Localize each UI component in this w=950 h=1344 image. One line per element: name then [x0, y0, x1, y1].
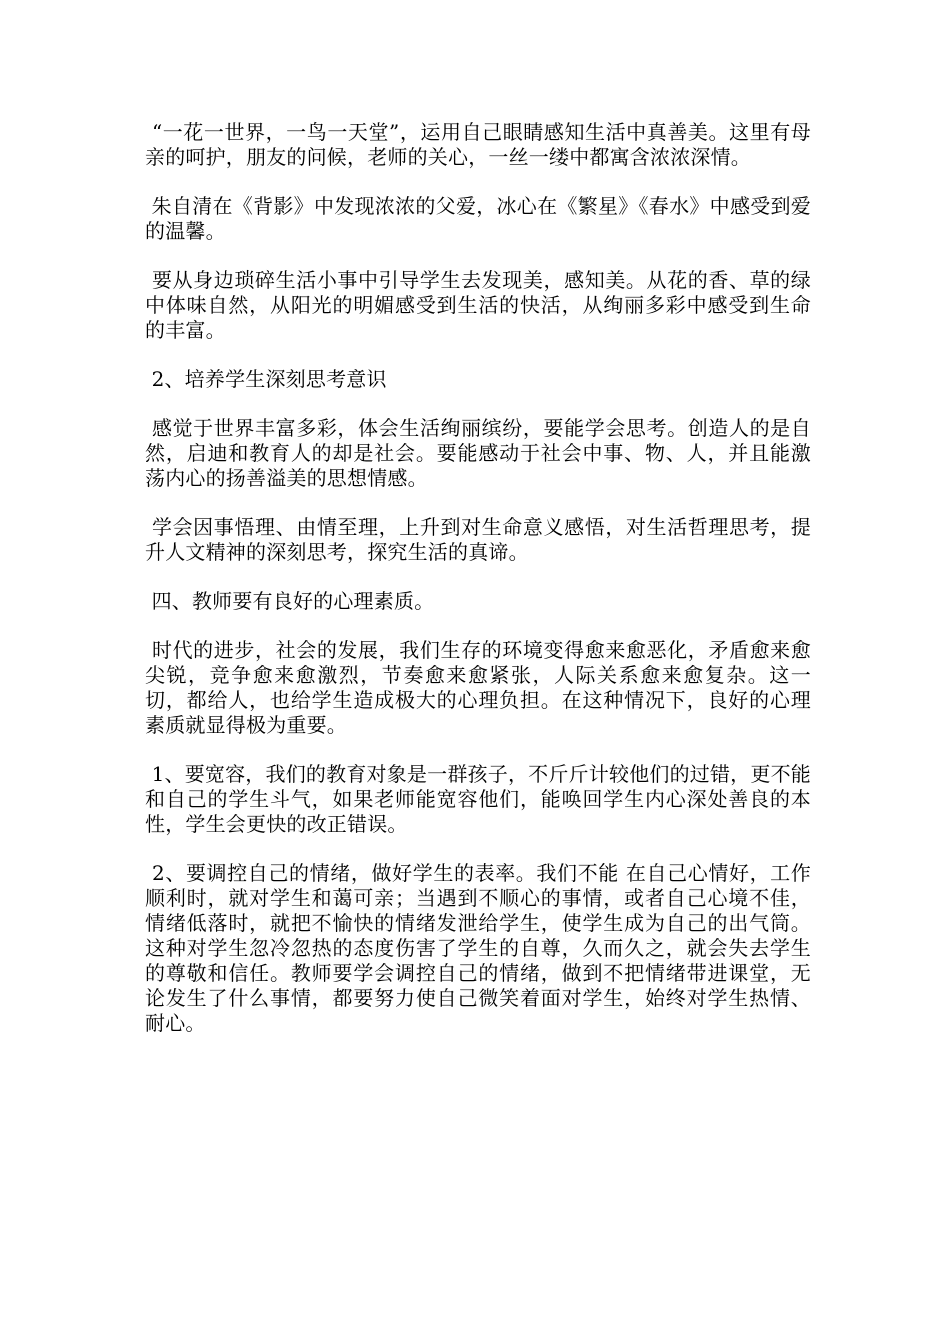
- section-heading-2: 2、培养学生深刻思考意识: [145, 367, 387, 391]
- paragraph-8: 时代的进步，社会的发展，我们生存的环境变得愈来愈恶化，矛盾愈来愈尖锐，竞争愈来愈激烈，节奏愈来愈紧张，人际关系愈来愈复杂。这一切，都给人，也给学生造成极大的心理负担。在这种情况下，良好的心理素质就显得极为重要。: [145, 638, 811, 737]
- paragraph-2: 朱自清在《背影》中发现浓浓的父爱，冰心在《繁星》《春水》中感受到爱的温馨。: [145, 194, 811, 243]
- paragraph-3: 要从身边琐碎生活小事中引导学生去发现美，感知美。从花的香、草的绿中体味自然，从阳光的明媚感受到生活的快活，从绚丽多彩中感受到生命的丰富。: [145, 268, 811, 342]
- paragraph-6: 学会因事悟理、由情至理，上升到对生命意义感悟，对生活哲理思考，提升人文精神的深刻思考，探究生活的真谛。: [145, 515, 811, 564]
- document-body: [145, 120, 811, 1060]
- paragraph-9: 1、要宽容，我们的教育对象是一群孩子，不斤斤计较他们的过错，更不能和自己的学生斗气，如果老师能宽容他们，能唤回学生内心深处善良的本性，学生会更快的改正错误。: [145, 762, 811, 836]
- paragraph-5: 感觉于世界丰富多彩，体会生活绚丽缤纷，要能学会思考。创造人的是自然，启迪和教育人的却是社会。要能感动于社会中事、物、人，并且能激荡内心的扬善溢美的思想情感。: [145, 416, 811, 490]
- section-heading-4: 四、教师要有良好的心理素质。: [145, 589, 435, 613]
- paragraph-1: “一花一世界，一鸟一天堂”，运用自己眼睛感知生活中真善美。这里有母亲的呵护，朋友的问候，老师的关心，一丝一缕中都寓含浓浓深情。: [145, 120, 811, 169]
- paragraph-10: 2、要调控自己的情绪，做好学生的表率。我们不能 在自己心情好，工作顺利时，就对学生和蔼可亲；当遇到不顺心的事情，或者自己心境不佳，情绪低落时，就把不愉快的情绪发泄给学生，使学生成为自己的出气筒。这种对学生忽冷忽热的态度伤害了学生的自尊，久而久之，就会失去学生的尊敬和信任。教师要学会调控自己的情绪，做到不把情绪带进课堂，无论发生了什么事情，都要努力使自己微笑着面对学生，始终对学生热情、耐心。: [145, 861, 811, 1035]
